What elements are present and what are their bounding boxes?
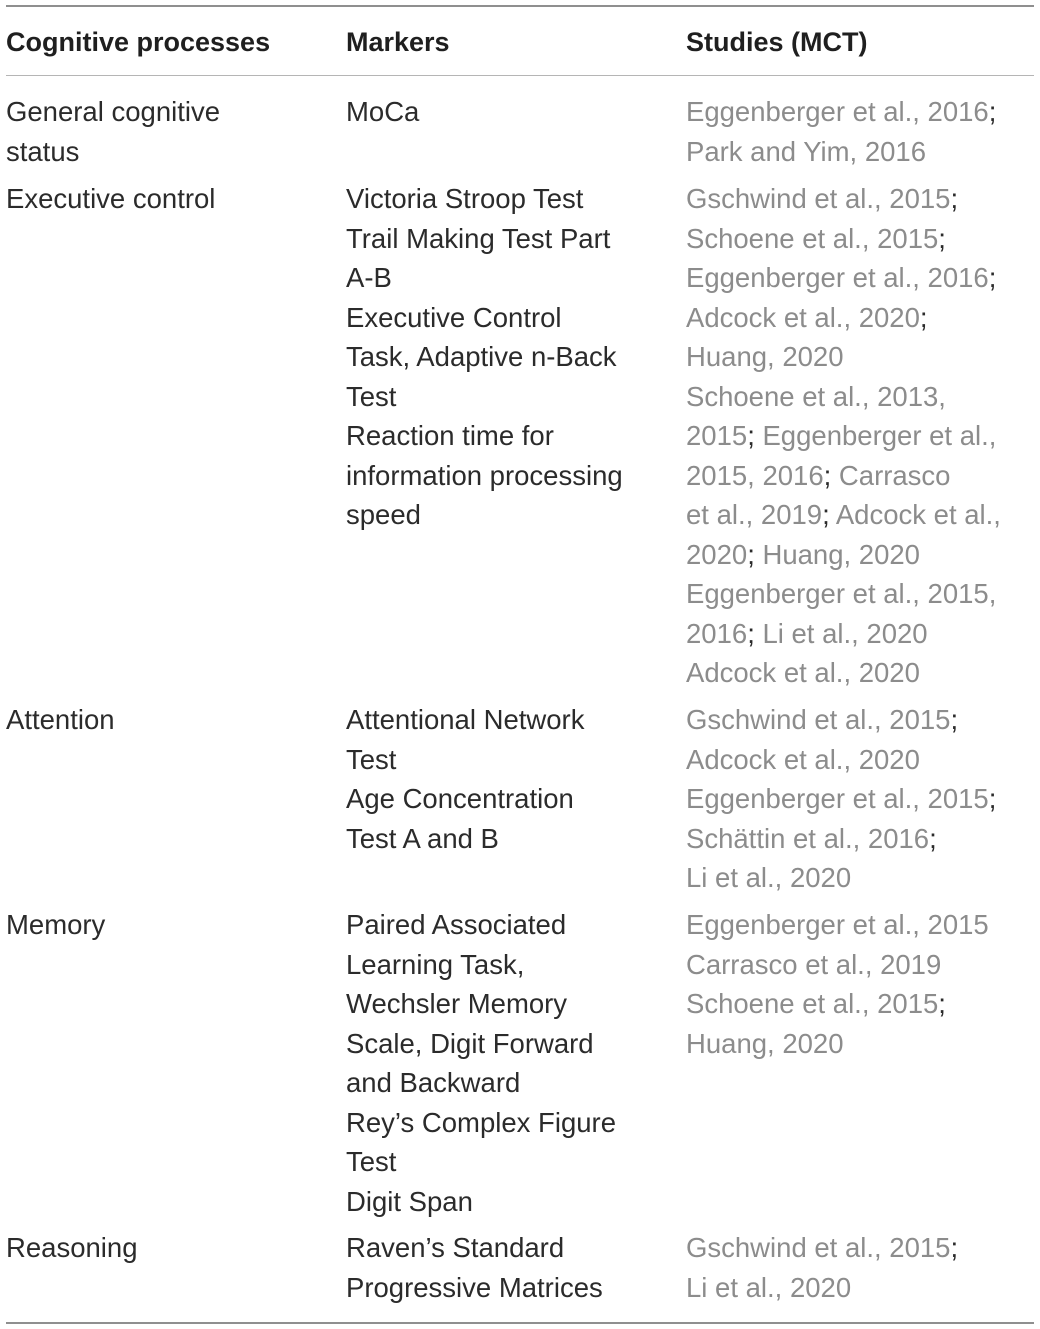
reference-separator: ; (950, 704, 959, 735)
header-studies: Studies (MCT) (686, 27, 868, 57)
study-line (686, 258, 1031, 298)
study-reference-link[interactable]: Schättin et al., 2016 (686, 822, 930, 854)
markers-cell (346, 1228, 666, 1307)
study-reference-link[interactable]: Adcock et al., (829, 499, 1001, 530)
studies-cell (686, 179, 1031, 693)
markers-cell (346, 179, 666, 535)
study-reference-link[interactable]: Park and Yim, 2016 (686, 135, 927, 167)
study-reference-link[interactable]: Huang, 2020 (686, 341, 844, 372)
study-line (686, 905, 1031, 945)
marker-line: Wechsler Memory (346, 988, 568, 1019)
reference-separator: ; (950, 183, 959, 214)
marker-line: Executive Control (346, 301, 562, 333)
study-reference-link[interactable]: et al., 2019 (686, 499, 823, 530)
studies-cell (686, 700, 1031, 898)
marker-line: Victoria Stroop Test (346, 183, 584, 214)
header-cognitive-processes: Cognitive processes (6, 27, 271, 57)
study-reference-link[interactable]: Eggenberger et al., 2015, (686, 578, 997, 609)
marker-line: Raven’s Standard (346, 1232, 565, 1263)
study-reference-link[interactable]: Adcock et al., 2020 (686, 301, 920, 333)
process-line: Memory (6, 909, 106, 940)
study-line (686, 653, 1031, 693)
study-reference-link[interactable]: Gschwind et al., 2015 (686, 704, 951, 735)
process-line: status (6, 135, 80, 167)
studies-cell (686, 905, 1031, 1063)
study-reference-link[interactable]: 2015 (686, 420, 748, 451)
process-cell (6, 92, 326, 171)
marker-line: Test (346, 743, 397, 775)
reference-separator: ; (823, 459, 832, 491)
study-reference-link[interactable]: 2016 (686, 617, 748, 649)
study-reference-link[interactable]: Eggenberger et al., 2015 (686, 909, 989, 940)
study-reference-link[interactable]: Li et al., 2020 (686, 862, 852, 893)
reference-separator: ; (929, 822, 937, 854)
reference-separator: ; (988, 96, 997, 127)
study-line (686, 858, 1031, 898)
marker-line: Reaction time for (346, 420, 554, 451)
study-line (686, 574, 1031, 614)
process-cell (6, 700, 326, 740)
studies-cell (686, 1228, 1031, 1307)
markers-cell (346, 700, 666, 858)
study-reference-link[interactable]: Adcock et al., 2020 (686, 657, 920, 688)
study-line (686, 456, 1031, 496)
study-line (686, 298, 1031, 338)
study-line (686, 219, 1031, 259)
study-line (686, 377, 1031, 417)
reference-separator: ; (747, 617, 755, 649)
marker-line: Test (346, 380, 397, 412)
study-reference-link[interactable]: 2020 (686, 538, 748, 570)
study-line (686, 535, 1031, 575)
study-line (686, 1268, 1031, 1308)
process-line: Executive control (6, 183, 216, 214)
markers-cell (346, 905, 666, 1221)
marker-line: Age Concentration (346, 783, 574, 814)
study-reference-link[interactable]: Gschwind et al., 2015 (686, 1232, 951, 1263)
study-reference-link[interactable]: Carrasco et al., 2019 (686, 948, 942, 980)
study-reference-link[interactable]: Eggenberger et al., (754, 420, 997, 451)
header-divider-rule (6, 75, 1034, 76)
study-reference-link[interactable]: Li et al., 2020 (686, 1271, 852, 1303)
marker-line: Test (346, 1146, 397, 1177)
study-line (686, 495, 1031, 535)
study-reference-link[interactable]: Li et al., 2020 (754, 617, 928, 649)
marker-line: information processing (346, 459, 623, 491)
header-markers: Markers (346, 27, 450, 57)
study-reference-link[interactable]: Eggenberger et al., 2015 (686, 783, 989, 814)
study-line (686, 614, 1031, 654)
study-line (686, 337, 1031, 377)
process-cell (6, 179, 326, 219)
process-line: Attention (6, 704, 115, 735)
study-line (686, 740, 1031, 780)
marker-line: Rey’s Complex Figure (346, 1106, 617, 1138)
reference-separator: ; (938, 222, 946, 254)
reference-separator: ; (950, 1232, 959, 1263)
study-reference-link[interactable]: Gschwind et al., 2015 (686, 183, 951, 214)
table-top-rule (6, 5, 1034, 7)
process-line: Reasoning (6, 1232, 138, 1263)
process-cell (6, 1228, 326, 1268)
markers-cell (346, 92, 666, 132)
study-reference-link[interactable]: 2015, 2016 (686, 459, 824, 491)
studies-cell (686, 92, 1031, 171)
table-bottom-rule (6, 1322, 1034, 1324)
study-reference-link[interactable]: Eggenberger et al., 2016 (686, 96, 989, 127)
study-line (686, 416, 1031, 456)
marker-line: A-B (346, 262, 392, 293)
reference-separator: ; (747, 538, 755, 570)
study-reference-link[interactable]: Schoene et al., 2015 (686, 988, 939, 1019)
reference-separator: ; (747, 420, 755, 451)
study-line (686, 819, 1031, 859)
marker-line: Scale, Digit Forward (346, 1027, 594, 1059)
study-line (686, 700, 1031, 740)
marker-line: Attentional Network (346, 704, 585, 735)
reference-separator: ; (988, 783, 997, 814)
reference-separator: ; (988, 262, 997, 293)
study-line (686, 1024, 1031, 1064)
marker-line: Digit Span (346, 1185, 473, 1217)
study-line (686, 179, 1031, 219)
study-reference-link[interactable]: Adcock et al., 2020 (686, 743, 920, 775)
study-line (686, 945, 1031, 985)
study-line (686, 984, 1031, 1024)
study-line (686, 779, 1031, 819)
study-line (686, 92, 1031, 132)
reference-separator: ; (822, 499, 830, 530)
marker-line: Trail Making Test Part (346, 222, 611, 254)
marker-line: MoCa (346, 96, 420, 127)
marker-line: Learning Task, (346, 948, 525, 980)
marker-line: Task, Adaptive n-Back (346, 341, 617, 372)
marker-line: Test A and B (346, 822, 499, 854)
marker-line: Progressive Matrices (346, 1271, 603, 1303)
study-reference-link[interactable]: Schoene et al., 2015 (686, 222, 939, 254)
process-cell (6, 905, 326, 945)
study-reference-link[interactable]: Huang, 2020 (754, 538, 920, 570)
study-reference-link[interactable]: Schoene et al., 2013, (686, 380, 946, 412)
study-line (686, 1228, 1031, 1268)
study-reference-link[interactable]: Carrasco (831, 459, 951, 491)
process-line: General cognitive (6, 96, 221, 127)
study-reference-link[interactable]: Huang, 2020 (686, 1027, 844, 1059)
reference-separator: ; (919, 301, 928, 333)
marker-line: and Backward (346, 1067, 521, 1098)
study-line (686, 132, 1031, 172)
marker-line: Paired Associated (346, 909, 567, 940)
study-reference-link[interactable]: Eggenberger et al., 2016 (686, 262, 989, 293)
marker-line: speed (346, 499, 421, 530)
reference-separator: ; (938, 988, 946, 1019)
